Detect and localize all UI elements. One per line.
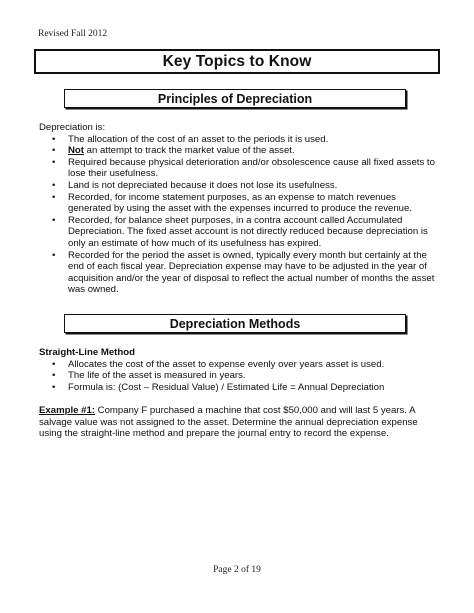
principles-bullet-list (39, 134, 439, 296)
bullet-text: Recorded, for balance sheet purposes, in a contra account called Accumulated Depreciation. The fixed asset account is not directly reduced because depreciation is only an estimate of how much of its usefulness has expired. (68, 214, 428, 249)
bullet-item (39, 192, 439, 215)
bullet-text: Formula is: (Cost – Residual Value) / Estimated Life = Annual Depreciation (68, 381, 385, 393)
bullet-item (39, 215, 439, 250)
bullet-text: Land is not depreciated because it does not lose its usefulness. (68, 179, 338, 191)
section-heading-methods (64, 314, 406, 333)
bullet-item (39, 359, 439, 371)
page-title: Key Topics to Know (162, 52, 312, 70)
bullet-item (39, 382, 439, 394)
bullet-item (39, 180, 439, 192)
revision-note: Revised Fall 2012 (38, 29, 108, 39)
principles-content (39, 122, 439, 296)
example-text: Company F purchased a machine that cost $50,000 and will last 5 years. A salvage value was not assigned to the asset. Determine the annual depreciation expense using the straight-line method and prepare the journal entry to record the expense. (39, 405, 418, 440)
bullet-item (39, 250, 439, 296)
page-number: Page 2 of 19 (213, 565, 261, 575)
page-title-box (34, 49, 440, 74)
bullet-emphasis: Not (68, 145, 84, 157)
bullet-text: The life of the asset is measured in years. (68, 370, 246, 382)
example-label: Example #1: (39, 405, 95, 416)
bullet-item (39, 157, 439, 180)
bullet-text: an attempt to track the market value of the asset. (83, 145, 295, 157)
bullet-text: Allocates the cost of the asset to expense evenly over years asset is used. (68, 358, 385, 370)
intro-text: Depreciation is: (39, 122, 106, 133)
section-heading-text: Depreciation Methods (169, 316, 301, 331)
straight-line-content (39, 347, 439, 393)
section-heading-text: Principles of Depreciation (157, 91, 313, 106)
straight-line-bullet-list (39, 359, 439, 394)
bullet-item (39, 134, 439, 146)
bullet-text: Required because physical deterioration and/or obsolescence cause all fixed assets to lose their usefulness. (68, 156, 435, 180)
straight-line-heading: Straight-Line Method (39, 347, 135, 358)
bullet-item (39, 145, 439, 157)
example-paragraph (39, 405, 439, 440)
section-heading-principles (64, 89, 406, 108)
bullet-text: Recorded for the period the asset is owned, typically every month but certainly at the end of each fiscal year. Depreciation expense may have to be adjusted in the year of acquisition and/or the year of disposal to reflect the actual number of months the asset was owned. (68, 249, 435, 296)
bullet-text: Recorded, for income statement purposes, as an expense to match revenues generated by using the asset with the expenses incurred to produce the revenue. (68, 191, 412, 215)
bullet-item (39, 370, 439, 382)
bullet-text: The allocation of the cost of an asset to the periods it is used. (68, 133, 329, 145)
